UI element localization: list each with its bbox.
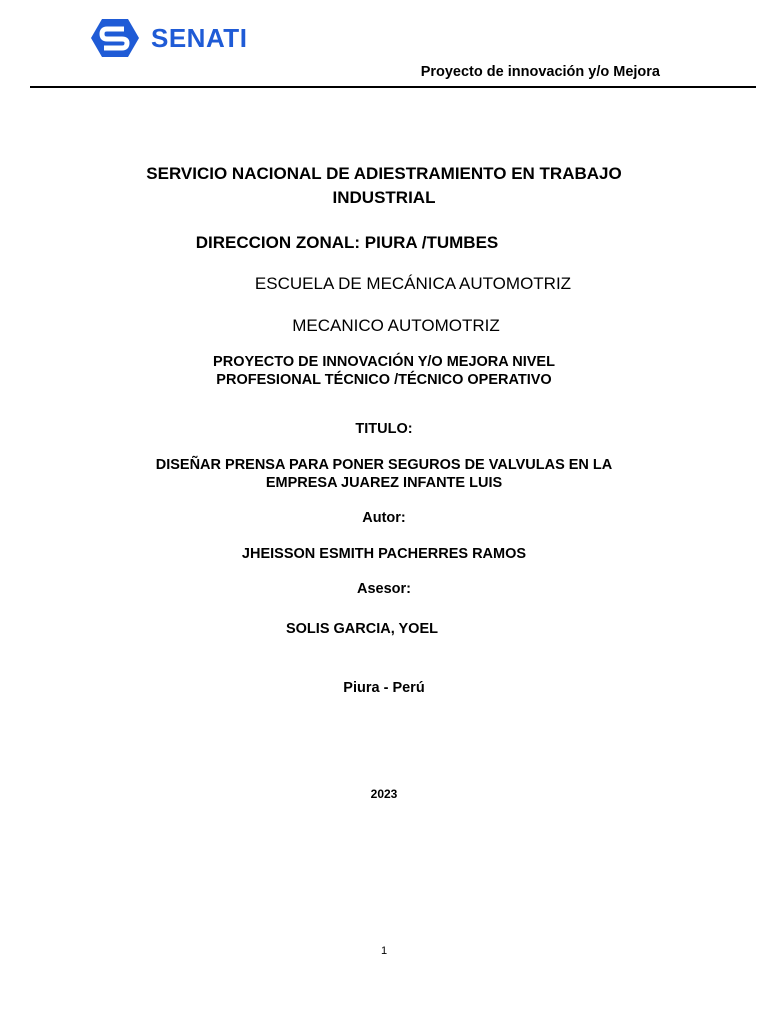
institution-line-2: INDUSTRIAL [332,188,436,207]
title-line-2: EMPRESA JUAREZ INFANTE LUIS [265,475,503,491]
school-heading: ESCUELA DE MECÁNICA AUTOMOTRIZ [254,274,572,293]
career-heading: MECANICO AUTOMOTRIZ [292,316,500,335]
senati-emblem-icon [90,18,140,58]
author-name: JHEISSON ESMITH PACHERRES RAMOS [241,546,527,562]
zone-heading: DIRECCION ZONAL: PIURA /TUMBES [195,233,499,252]
header-divider [30,86,756,88]
advisor-label: Asesor: [357,581,411,597]
title-label: TITULO: [355,421,413,437]
author-label: Autor: [362,510,406,526]
title-line-1: DISEÑAR PRENSA PARA PONER SEGUROS DE VALVULAS EN LA [155,457,613,473]
year: 2023 [370,787,398,801]
advisor-name: SOLIS GARCIA, YOEL [285,621,438,637]
project-line-1: PROYECTO DE INNOVACIÓN Y/O MEJORA NIVEL [213,354,555,370]
institution-line-1: SERVICIO NACIONAL DE ADIESTRAMIENTO EN TRABAJO [146,164,622,183]
project-line-2: PROFESIONAL TÉCNICO /TÉCNICO OPERATIVO [216,372,552,388]
logo-text: SENATI [151,23,248,53]
senati-logo [90,18,247,58]
page-number: 1 [380,945,388,957]
header-title: Proyecto de innovación y/o Mejora [420,64,660,80]
location: Piura - Perú [343,680,425,696]
